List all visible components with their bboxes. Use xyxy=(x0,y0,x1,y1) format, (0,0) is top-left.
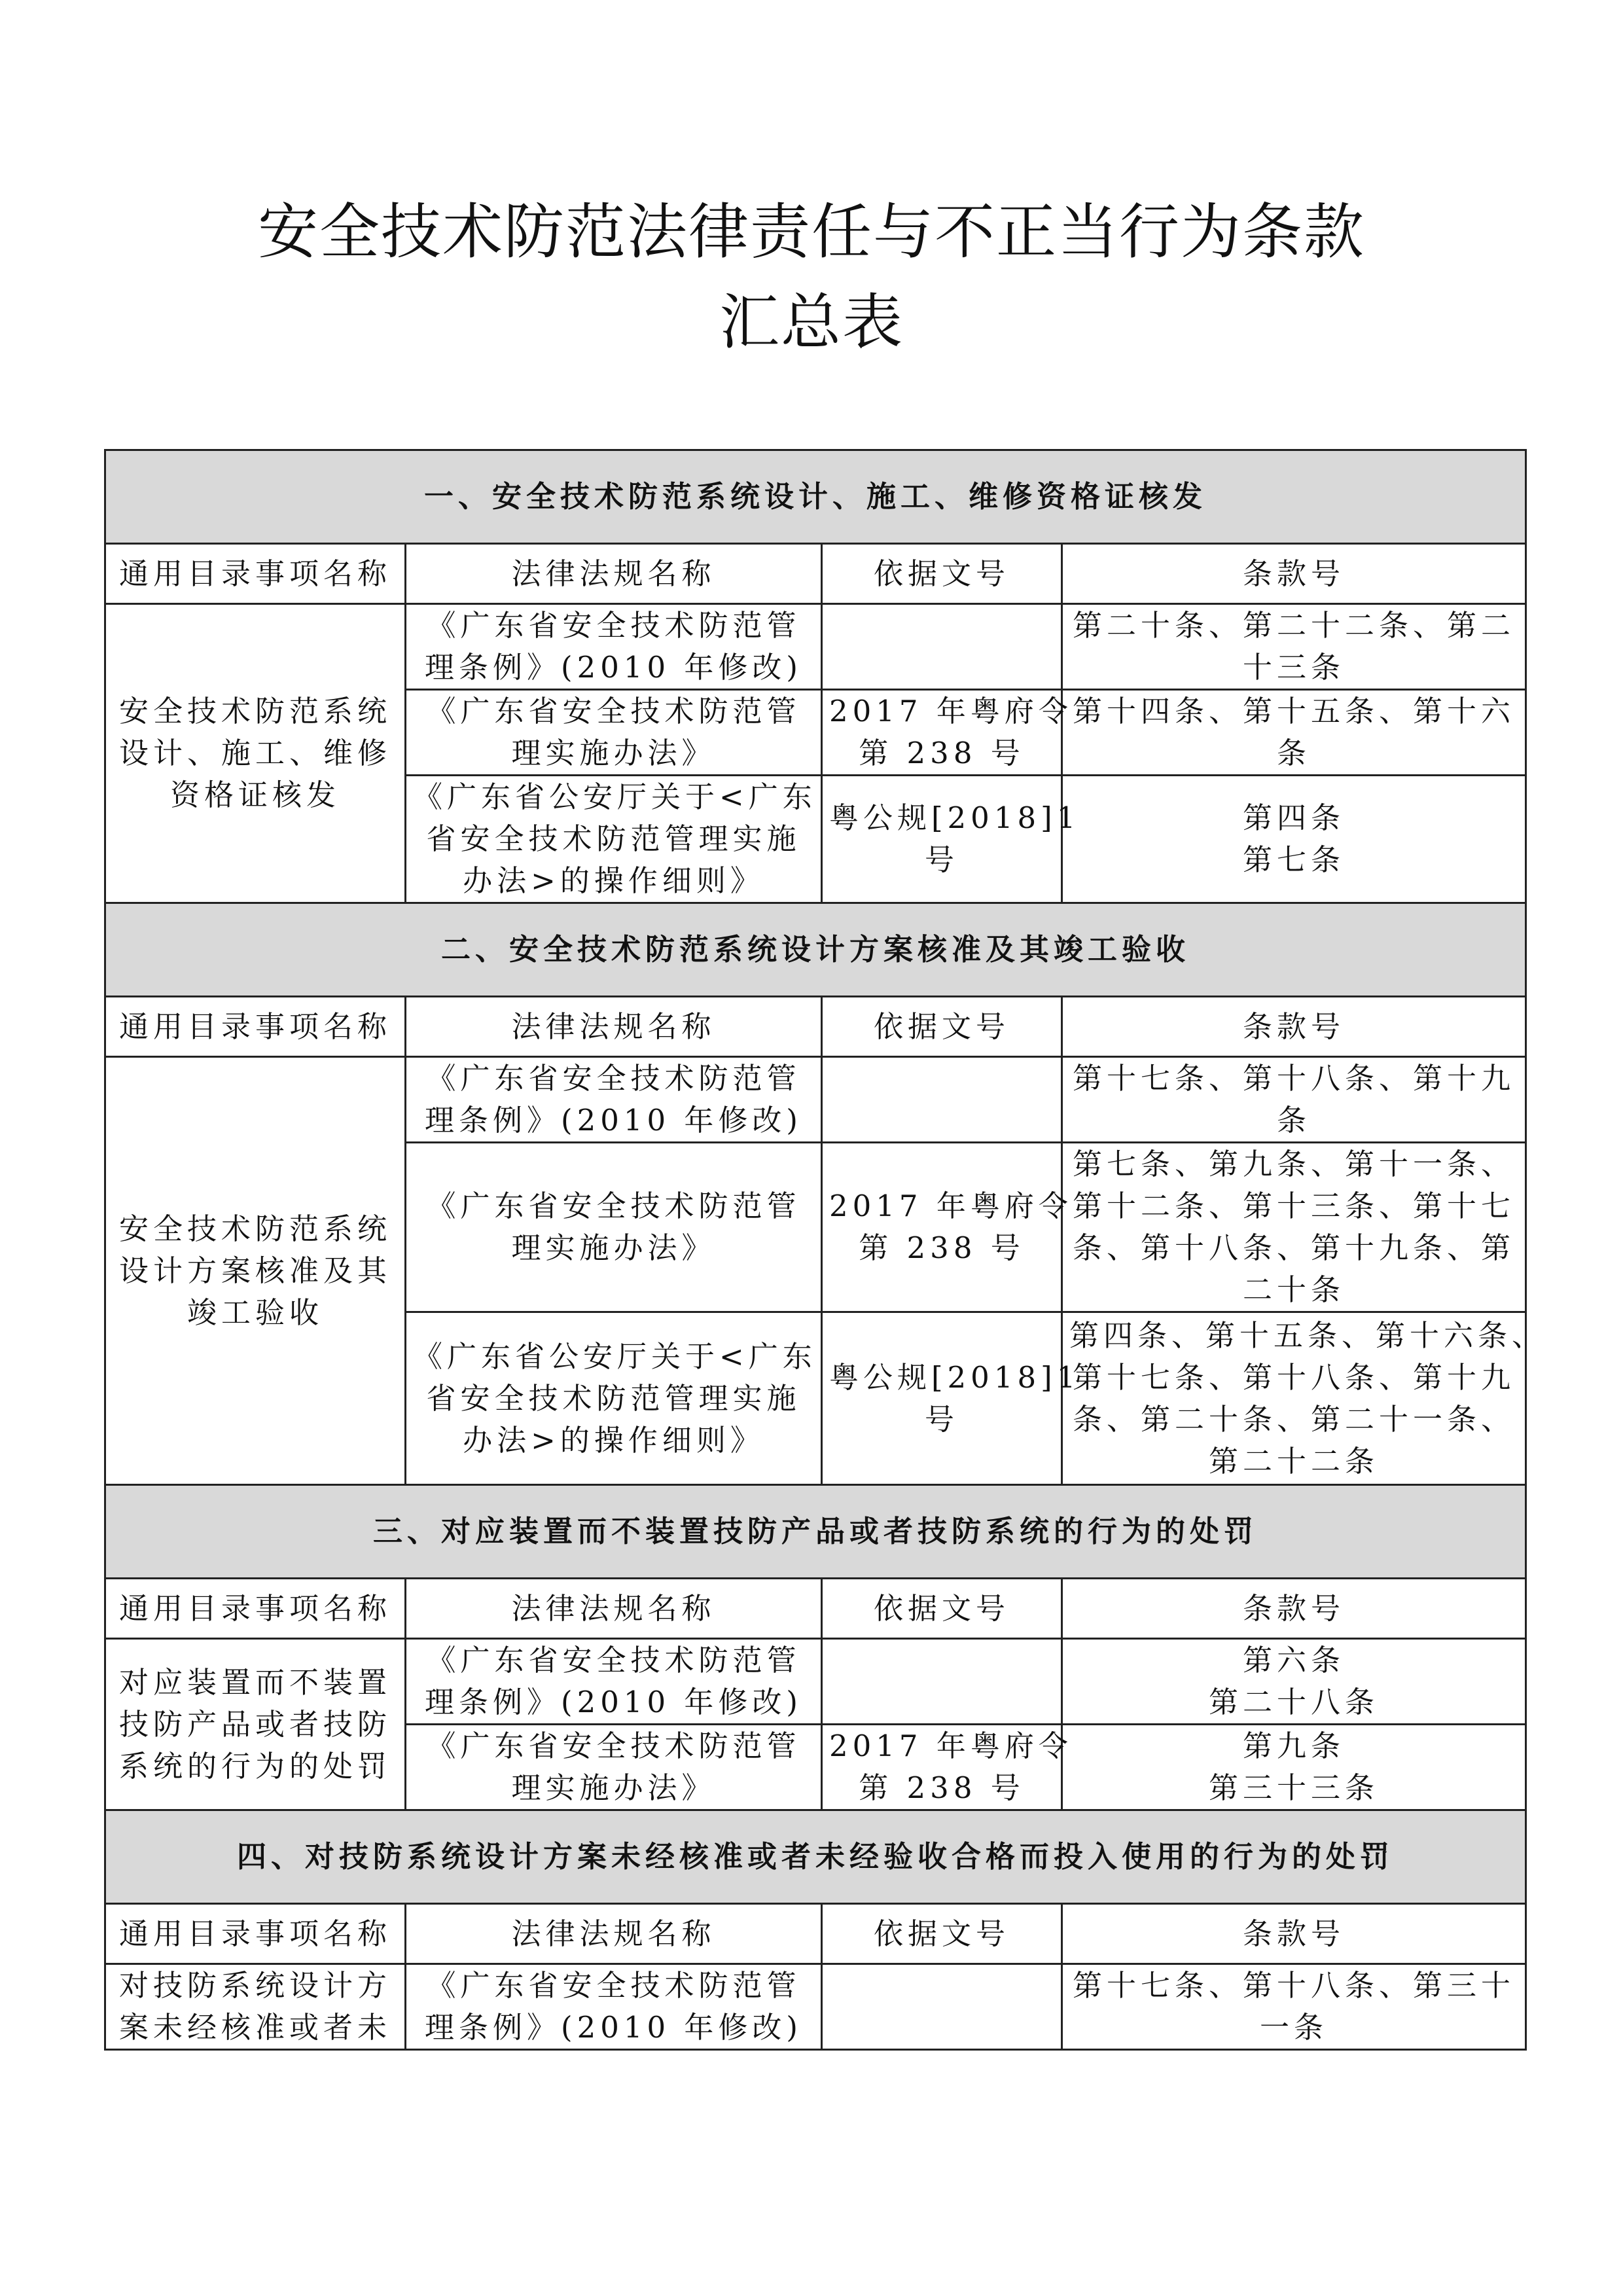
column-header: 法律法规名称 xyxy=(406,997,822,1057)
clause-cell xyxy=(1062,1057,1526,1143)
clause-cell xyxy=(1062,1964,1526,2050)
section-heading-row xyxy=(105,450,1526,544)
doc-number-cell-line: 2017 年粤府令 xyxy=(829,694,1073,728)
law-name-cell-line: 《广东省安全技术防范管 xyxy=(426,608,801,643)
clause-cell-line: 条 xyxy=(1277,736,1311,770)
law-name-cell-line: 《广东省安全技术防范管 xyxy=(426,1729,801,1763)
clause-cell xyxy=(1062,776,1526,903)
law-name-cell-line: 《广东省安全技术防范管 xyxy=(426,1061,801,1096)
column-header: 依据文号 xyxy=(822,544,1062,604)
section-heading-row xyxy=(105,903,1526,997)
doc-number-cell xyxy=(822,1057,1062,1143)
section-heading: 四、对技防系统设计方案未经核准或者未经验收合格而投入使用的行为的处罚 xyxy=(105,1810,1526,1904)
clause-cell xyxy=(1062,1312,1546,1485)
law-name-cell xyxy=(406,1639,822,1725)
clause-cell-line: 十三条 xyxy=(1243,650,1346,685)
clause-cell-line: 第十二条、第十三条、第十七 xyxy=(1073,1189,1516,1223)
column-header: 条款号 xyxy=(1062,997,1526,1057)
column-header: 通用目录事项名称 xyxy=(105,1579,406,1639)
law-name-cell-line: 理实施办法》 xyxy=(511,1770,716,1805)
column-header: 依据文号 xyxy=(822,1904,1062,1964)
item-name-cell-line: 资格证核发 xyxy=(169,778,340,812)
law-name-cell xyxy=(406,776,822,903)
item-name-cell-line: 系统的行为的处罚 xyxy=(118,1748,391,1784)
item-name-cell xyxy=(105,1639,406,1810)
doc-number-cell xyxy=(822,1964,1062,2050)
law-name-cell-line: 办法>的操作细则》 xyxy=(463,863,764,898)
column-header: 条款号 xyxy=(1062,1579,1526,1639)
law-name-cell-line: 《广东省公安厅关于<广东 xyxy=(413,780,817,814)
table-row xyxy=(105,1639,1526,1725)
clause-cell-line: 第四条 xyxy=(1243,800,1346,835)
clause-cell-line: 条 xyxy=(1277,1103,1311,1138)
clause-cell-line: 条、第二十条、第二十一条、 xyxy=(1073,1401,1516,1437)
clause-cell xyxy=(1062,690,1526,776)
law-name-cell-line: 理条例》(2010 年修改) xyxy=(425,2010,802,2045)
doc-number-cell-line: 第 238 号 xyxy=(859,736,1025,770)
doc-number-cell-line: 第 238 号 xyxy=(859,1230,1025,1265)
clause-cell-line: 第十四条、第十五条、第十六 xyxy=(1073,694,1516,728)
clause-cell-line: 第三十三条 xyxy=(1209,1770,1380,1805)
item-name-cell-line: 设计方案核准及其 xyxy=(118,1253,391,1288)
section-heading-row xyxy=(105,1485,1526,1579)
clause-cell-line: 第二十条、第二十二条、第二 xyxy=(1073,608,1516,643)
doc-number-cell xyxy=(822,1312,1080,1485)
column-header: 依据文号 xyxy=(822,997,1062,1057)
column-header-row xyxy=(105,997,1526,1057)
section-heading: 一、安全技术防范系统设计、施工、维修资格证核发 xyxy=(105,450,1526,544)
clause-cell xyxy=(1062,604,1526,690)
column-header: 条款号 xyxy=(1062,1904,1526,1964)
law-name-cell xyxy=(406,690,822,776)
law-name-cell-line: 《广东省公安厅关于<广东 xyxy=(413,1338,817,1374)
section-heading: 三、对应装置而不装置技防产品或者技防系统的行为的处罚 xyxy=(105,1485,1526,1579)
doc-number-cell xyxy=(822,690,1073,776)
section-heading-row xyxy=(105,1810,1526,1904)
column-header: 法律法规名称 xyxy=(406,1904,822,1964)
law-name-cell xyxy=(406,1057,822,1143)
item-name-cell-line: 对技防系统设计方 xyxy=(118,1968,391,2003)
clause-cell-line: 第四条、第十五条、第十六条、 xyxy=(1069,1318,1546,1353)
section-heading: 二、安全技术防范系统设计方案核准及其竣工验收 xyxy=(105,903,1526,997)
law-name-cell-line: 省安全技术防范管理实施 xyxy=(426,1380,801,1416)
doc-number-cell xyxy=(822,1725,1073,1810)
doc-number-cell-line: 粤公规[2018]1 xyxy=(829,1359,1080,1395)
column-header: 通用目录事项名称 xyxy=(105,1904,406,1964)
doc-number-cell xyxy=(822,604,1062,690)
doc-number-cell-line: 第 238 号 xyxy=(859,1770,1025,1805)
table-row xyxy=(105,1964,1526,2050)
doc-number-cell-line: 号 xyxy=(924,842,959,877)
doc-number-cell xyxy=(822,1639,1062,1725)
law-name-cell-line: 理条例》(2010 年修改) xyxy=(425,1103,802,1138)
doc-number-cell-line: 2017 年粤府令 xyxy=(829,1189,1073,1223)
page-title: 安全技术防范法律责任与不正当行为条款 xyxy=(257,197,1365,267)
law-name-cell-line: 《广东省安全技术防范管 xyxy=(426,1968,801,2003)
item-name-cell-line: 技防产品或者技防 xyxy=(118,1706,391,1742)
column-header: 法律法规名称 xyxy=(406,544,822,604)
item-name-cell-line: 安全技术防范系统 xyxy=(118,1211,391,1246)
law-name-cell-line: 理条例》(2010 年修改) xyxy=(425,650,802,685)
clause-cell-line: 一条 xyxy=(1260,2010,1329,2045)
table-row xyxy=(105,1057,1526,1143)
law-name-cell-line: 理实施办法》 xyxy=(511,736,716,770)
column-header: 条款号 xyxy=(1062,544,1526,604)
clause-cell-line: 第七条 xyxy=(1243,842,1346,877)
column-header: 通用目录事项名称 xyxy=(105,997,406,1057)
clause-cell-line: 第十七条、第十八条、第十九 xyxy=(1073,1061,1516,1096)
clause-cell xyxy=(1062,1725,1526,1810)
item-name-cell-line: 设计、施工、维修 xyxy=(118,736,391,770)
law-name-cell xyxy=(406,604,822,690)
column-header-row xyxy=(105,1579,1526,1639)
clause-cell-line: 第二十八条 xyxy=(1209,1685,1380,1719)
law-name-cell-line: 《广东省安全技术防范管 xyxy=(426,694,801,728)
law-name-cell xyxy=(406,1964,822,2050)
doc-number-cell xyxy=(822,776,1080,903)
clause-cell-line: 第十七条、第十八条、第三十 xyxy=(1073,1968,1516,2003)
column-header-row xyxy=(105,544,1526,604)
doc-number-cell-line: 粤公规[2018]1 xyxy=(829,800,1080,835)
law-name-cell xyxy=(406,1143,822,1312)
law-name-cell-line: 《广东省安全技术防范管 xyxy=(426,1189,801,1223)
law-name-cell-line: 省安全技术防范管理实施 xyxy=(426,821,801,856)
law-name-cell-line: 办法>的操作细则》 xyxy=(463,1422,764,1458)
column-header: 通用目录事项名称 xyxy=(105,544,406,604)
clause-cell-line: 第十七条、第十八条、第十九 xyxy=(1073,1359,1516,1395)
item-name-cell-line: 竣工验收 xyxy=(187,1295,323,1330)
item-name-cell-line: 案未经核准或者未 xyxy=(118,2010,391,2045)
item-name-cell-line: 对应装置而不装置 xyxy=(118,1664,391,1700)
doc-number-cell xyxy=(822,1143,1073,1312)
clause-cell xyxy=(1062,1639,1526,1725)
clause-cell xyxy=(1062,1143,1526,1312)
summary-table xyxy=(104,449,1546,2051)
law-name-cell-line: 理条例》(2010 年修改) xyxy=(425,1685,802,1719)
column-header-row xyxy=(105,1904,1526,1964)
clause-cell-line: 第二十二条 xyxy=(1209,1443,1380,1479)
table-row xyxy=(105,604,1526,690)
clause-cell-line: 第九条 xyxy=(1243,1729,1346,1763)
law-name-cell-line: 理实施办法》 xyxy=(511,1230,716,1265)
clause-cell-line: 二十条 xyxy=(1243,1272,1346,1307)
page-subtitle: 汇总表 xyxy=(719,287,904,357)
item-name-cell xyxy=(105,604,406,903)
clause-cell-line: 第七条、第九条、第十一条、 xyxy=(1073,1147,1516,1181)
law-name-cell xyxy=(406,1725,822,1810)
item-name-cell xyxy=(105,1964,406,2050)
law-name-cell-line: 《广东省安全技术防范管 xyxy=(426,1643,801,1677)
item-name-cell-line: 安全技术防范系统 xyxy=(118,694,391,728)
column-header: 法律法规名称 xyxy=(406,1579,822,1639)
clause-cell-line: 第六条 xyxy=(1243,1643,1346,1677)
doc-number-cell-line: 号 xyxy=(924,1401,959,1437)
column-header: 依据文号 xyxy=(822,1579,1062,1639)
law-name-cell xyxy=(406,1312,822,1485)
item-name-cell xyxy=(105,1057,406,1485)
clause-cell-line: 条、第十八条、第十九条、第 xyxy=(1073,1230,1516,1265)
doc-number-cell-line: 2017 年粤府令 xyxy=(829,1729,1073,1763)
